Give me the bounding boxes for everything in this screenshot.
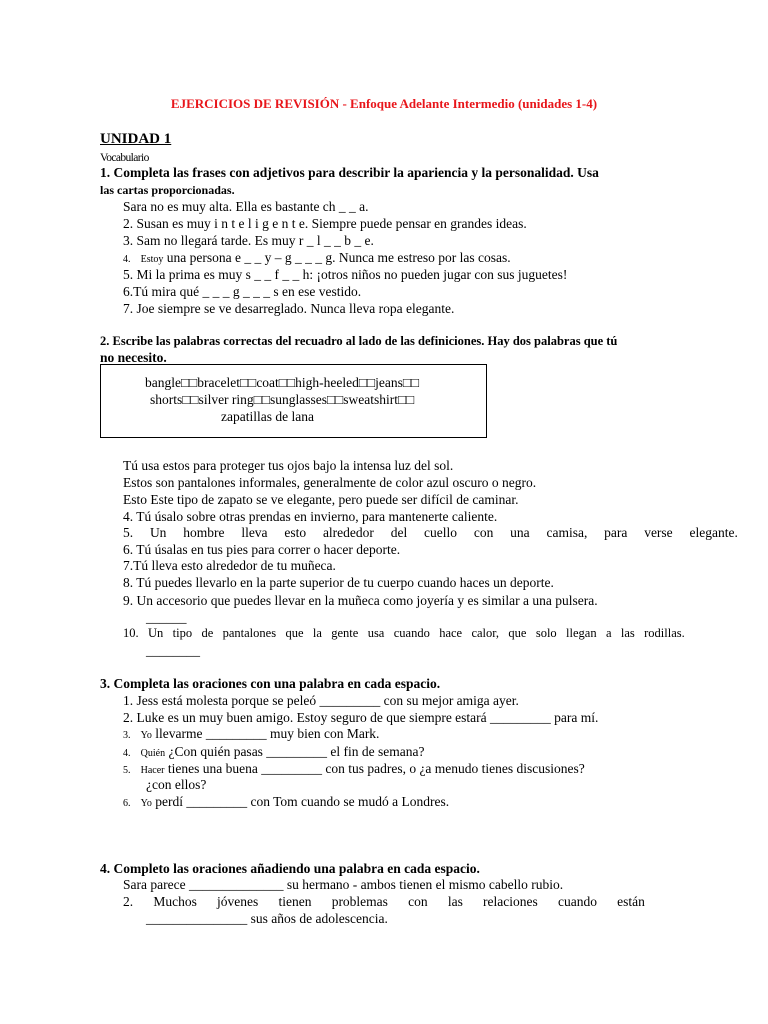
page-title: EJERCICIOS DE REVISIÓN - Enfoque Adelante Intermedio (unidades 1-4) xyxy=(170,96,598,111)
ex2-item-10-word: hace xyxy=(439,626,463,640)
ex4-item-2-word: Muchos xyxy=(153,894,197,909)
ex3-item-5-small-word: Hacer xyxy=(140,765,165,776)
ex2-item-2: Estos son pantalones informales, generalmente de color azul oscuro o negro. xyxy=(123,475,537,490)
ex2-item-5-word: lleva xyxy=(241,525,268,540)
ex3-item-6 xyxy=(123,794,449,812)
ex4-item-2-word: las xyxy=(447,894,463,909)
ex4-item-2 xyxy=(123,894,645,910)
ex2-item-1: Tú usa estos para proteger tus ojos bajo la intensa luz del sol. xyxy=(123,458,454,473)
ex2-item-3: Esto Este tipo de zapato se ve elegante, pero puede ser difícil de caminar. xyxy=(123,492,519,507)
ex3-item-4-text: ¿Con quién pasas _________ el fin de semana? xyxy=(168,744,425,759)
ex3-item-4-number: 4. xyxy=(123,748,131,759)
ex2-item-5-word: cuello xyxy=(424,525,458,540)
ex4-item-2-word: 2. xyxy=(123,894,134,909)
ex3-item-6-number: 6. xyxy=(123,798,131,809)
ex2-item-10-word: pantalones xyxy=(222,626,277,640)
ex2-item-10-word: las xyxy=(620,626,635,640)
ex2-item-10-word: a xyxy=(605,626,612,640)
ex1-item-3: 3. Sam no llegará tarde. Es muy r _ l _ _ b _ e. xyxy=(123,233,374,248)
ex2-item-5-word: con xyxy=(473,525,494,540)
ex2-item-10-word: llegan xyxy=(566,626,597,640)
ex3-item-3-text: llevarme _________ muy bien con Mark. xyxy=(155,726,380,741)
ex2-item-7: 7.Tú lleva esto alrededor de tu muñeca. xyxy=(123,558,336,573)
ex2-item-10-word: solo xyxy=(535,626,557,640)
ex2-item-5-word: esto xyxy=(284,525,307,540)
ex3-item-5-number: 5. xyxy=(123,765,131,776)
ex4-item-1: Sara parece ______________ su hermano - ambos tienen el mismo cabello rubio. xyxy=(123,877,564,892)
ex2-item-10-word: cuando xyxy=(393,626,430,640)
ex2-item-4: 4. Tú úsalo sobre otras prendas en invierno, para mantenerte caliente. xyxy=(123,509,498,524)
ex3-item-5-text: tienes una buena _________ con tus padres, o ¿a menudo tienes discusiones? xyxy=(167,761,585,776)
ex2-item-5-word: alrededor xyxy=(322,525,374,540)
ex2-item-8: 8. Tú puedes llevarlo en la parte superior de tu cuerpo cuando haces un deporte. xyxy=(123,575,554,590)
ex4-item-2-word: cuando xyxy=(557,894,597,909)
word-box-line-3: zapatillas de lana xyxy=(221,409,314,424)
ex1-heading-cont: las cartas proporcionadas. xyxy=(100,183,235,197)
ex2-item-5-word: una xyxy=(510,525,530,540)
ex1-item-4 xyxy=(123,250,511,268)
ex2-item-5-word: para xyxy=(604,525,628,540)
ex1-item-1: Sara no es muy alta. Ella es bastante ch _ _ a. xyxy=(123,199,369,214)
ex2-item-10-word: la xyxy=(312,626,322,640)
ex2-heading-cont: no necesito. xyxy=(100,350,167,365)
ex1-item-5: 5. Mi la prima es muy s _ _ f _ _ h: ¡otros niños no pueden jugar con sus juguetes! xyxy=(123,267,568,282)
ex2-item-10-word: tipo xyxy=(172,626,193,640)
section-subtitle: Vocabulario xyxy=(100,152,149,164)
ex2-item-10-word: que xyxy=(285,626,304,640)
ex1-item-4-number: 4. xyxy=(123,254,131,265)
ex2-item-10 xyxy=(123,625,685,641)
ex2-item-5-word: elegante. xyxy=(689,525,738,540)
ex2-item-5-word: 5. xyxy=(123,525,134,540)
ex4-item-2-word: jóvenes xyxy=(217,894,259,909)
ex2-item-9-blank: ______ xyxy=(146,610,187,625)
ex2-item-9: 9. Un accesorio que puedes llevar en la muñeca como joyería y es similar a una pulsera. xyxy=(123,593,598,608)
ex1-item-2: 2. Susan es muy i n t e l i g e n t e. Siempre puede pensar en grandes ideas. xyxy=(123,216,527,231)
ex3-item-4 xyxy=(123,744,425,762)
ex3-item-5-cont: ¿con ellos? xyxy=(146,777,207,792)
ex1-heading: 1. Completa las frases con adjetivos para describir la apariencia y la personalidad. Usa xyxy=(100,165,599,180)
ex4-heading: 4. Completo las oraciones añadiendo una palabra en cada espacio. xyxy=(100,861,480,876)
ex2-heading: 2. Escribe las palabras correctas del recuadro al lado de las definiciones. Hay dos palabras que tú xyxy=(100,334,618,348)
ex1-item-4-small-word: Estoy xyxy=(140,254,164,265)
ex2-item-10-blank: ________ xyxy=(146,643,200,658)
ex2-item-5 xyxy=(123,525,738,541)
ex1-item-6: 6.Tú mira qué _ _ _ g _ _ _ s en ese vestido. xyxy=(123,284,362,299)
word-box xyxy=(100,364,487,438)
ex2-item-10-word: gente xyxy=(331,626,359,640)
ex4-item-2-word: tienen xyxy=(278,894,312,909)
ex2-item-5-word: del xyxy=(390,525,408,540)
ex4-item-2-cont: _______________ sus años de adolescencia. xyxy=(146,911,388,926)
word-box-line-2: shorts□□silver ring□□sunglasses□□sweatshirt□□ xyxy=(150,392,415,407)
word-box-line-1: bangle□□bracelet□□coat□□high-heeled□□jeans□□ xyxy=(145,375,420,390)
ex3-item-3-small-word: Yo xyxy=(140,730,152,741)
ex3-item-3-number: 3. xyxy=(123,730,131,741)
ex2-item-10-word: calor, xyxy=(471,626,500,640)
ex1-item-4-text: una persona e _ _ y – g _ _ _ g. Nunca me estreso por las cosas. xyxy=(166,250,511,265)
ex3-item-1: 1. Jess está molesta porque se peleó _________ con su mejor amiga ayer. xyxy=(123,693,519,708)
ex3-item-6-text: perdí _________ con Tom cuando se mudó a Londres. xyxy=(155,794,450,809)
ex2-item-10-word: usa xyxy=(367,626,385,640)
ex3-item-3 xyxy=(123,726,379,744)
ex4-item-2-word: con xyxy=(408,894,428,909)
ex4-item-2-word: están xyxy=(617,894,645,909)
ex2-item-10-word: de xyxy=(201,626,214,640)
ex3-item-6-small-word: Yo xyxy=(140,798,152,809)
ex2-item-5-word: hombre xyxy=(183,525,225,540)
ex3-item-4-small-word: Quién xyxy=(140,748,166,759)
ex1-item-7: 7. Joe siempre se ve desarreglado. Nunca lleva ropa elegante. xyxy=(123,301,455,316)
ex2-item-5-word: Un xyxy=(149,525,167,540)
ex2-item-10-word: que xyxy=(508,626,527,640)
unit-heading: UNIDAD 1 xyxy=(100,131,172,147)
ex2-item-5-word: verse xyxy=(644,525,673,540)
ex2-item-10-word: Un xyxy=(147,626,164,640)
ex4-item-2-word: problemas xyxy=(331,894,388,909)
ex3-item-2: 2. Luke es un muy buen amigo. Estoy seguro de que siempre estará _________ para mí. xyxy=(123,710,599,725)
ex2-item-10-word: 10. xyxy=(123,626,139,640)
ex4-item-2-word: relaciones xyxy=(483,894,538,909)
ex3-heading: 3. Completa las oraciones con una palabra en cada espacio. xyxy=(100,676,441,691)
ex2-item-10-word: rodillas. xyxy=(644,626,685,640)
ex2-item-5-word: camisa, xyxy=(546,525,588,540)
ex2-item-6: 6. Tú úsalas en tus pies para correr o hacer deporte. xyxy=(123,542,401,557)
